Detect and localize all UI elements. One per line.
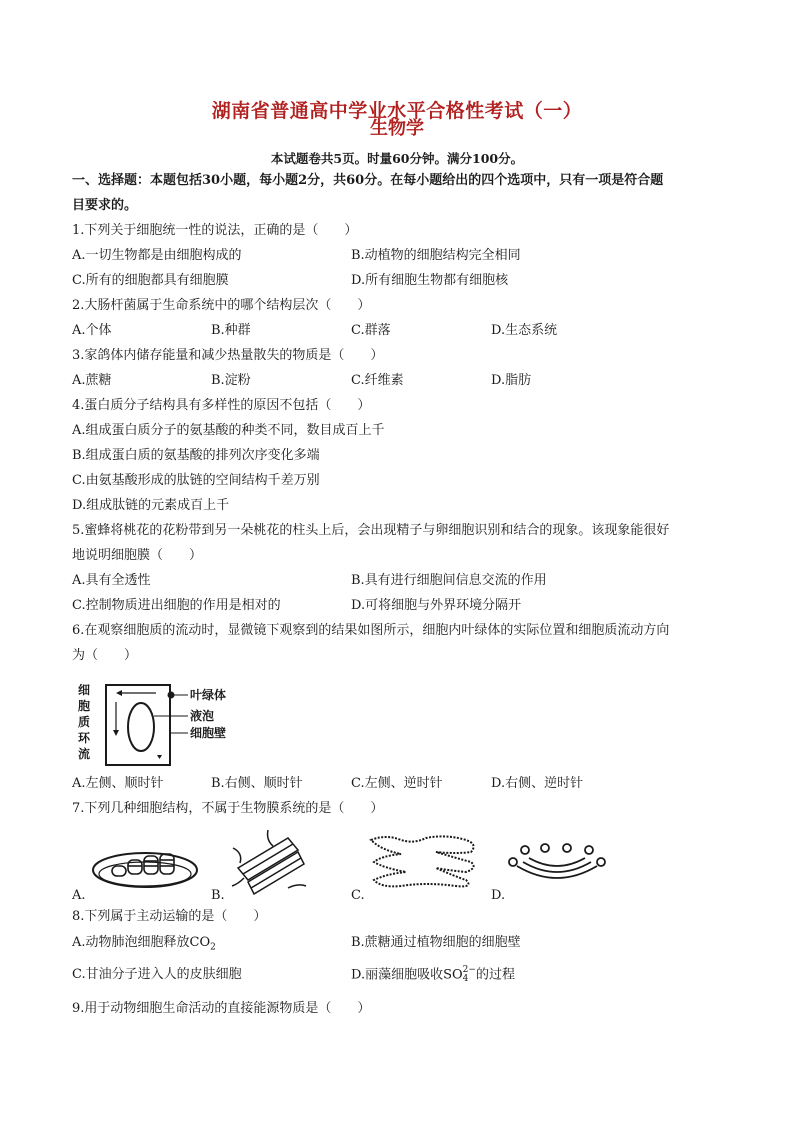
vesicle-3 — [541, 844, 549, 852]
q7-figure-c — [366, 832, 481, 892]
flow-arrowhead-left — [113, 730, 119, 736]
question-2-stem: 2.大肠杆菌属于生命系统中的哪个结构层次（ ） — [72, 298, 371, 313]
fig-label-vacuole: 液泡 — [190, 709, 215, 723]
q7-option-a: A. — [72, 888, 86, 903]
fiber-1 — [233, 848, 241, 863]
q3-option-b: B.淀粉 — [211, 373, 251, 388]
q3-option-d: D.脂肪 — [491, 373, 532, 388]
fig-label-chloroplast: 叶绿体 — [190, 688, 227, 702]
question-1-stem: 1.下列关于细胞统一性的说法，正确的是（ ） — [72, 223, 358, 238]
q8-option-a-subscript: 2 — [210, 942, 216, 953]
q1-option-d: D.所有细胞生物都有细胞核 — [351, 273, 509, 288]
question-7-stem: 7.下列几种细胞结构，不属于生物膜系统的是（ ） — [72, 801, 384, 816]
vesicle-2 — [521, 846, 529, 854]
q8-option-a — [72, 934, 216, 957]
q8-option-d-subscript: 4 — [462, 974, 469, 984]
q7-figure-b — [228, 828, 308, 898]
q2-option-a: A.个体 — [72, 323, 112, 338]
q4-option-d: D.组成肽链的元素成百上千 — [72, 498, 230, 513]
q5-option-a: A.具有全透性 — [72, 573, 151, 588]
q7-option-b: B. — [211, 888, 225, 903]
question-3-stem: 3.家鸽体内储存能量和减少热量散失的物质是（ ） — [72, 348, 384, 363]
q7-figure-d — [505, 840, 610, 890]
q6-option-c: C.左侧、逆时针 — [351, 776, 443, 791]
q4-option-c: C.由氨基酸形成的肽链的空间结构千差万别 — [72, 473, 320, 488]
chloroplast-observed-mark — [157, 755, 162, 759]
q1-option-b: B.动植物的细胞结构完全相同 — [351, 248, 521, 263]
vesicle-1 — [509, 858, 517, 866]
question-6-stem-line2: 为（ ） — [72, 648, 138, 663]
q4-option-b: B.组成蛋白质的氨基酸的排列次序变化多端 — [72, 448, 320, 463]
q8-option-d — [351, 966, 515, 985]
cisterna-2 — [523, 862, 591, 872]
q8-option-d-superscript: 2− — [462, 965, 476, 975]
q7-figure-c-svg — [366, 832, 481, 892]
section-heading-line1: 一、选择题：本题包括30小题，每小题2分，共60分。在每小题给出的四个选项中，只有一项是符合题 — [72, 173, 664, 188]
exam-note: 本试题卷共5页。时量60分钟。满分100分。 — [270, 151, 524, 166]
stack-3 — [144, 856, 158, 874]
q6-option-a: A.左侧、顺时针 — [72, 776, 164, 791]
fiber-4 — [232, 878, 244, 886]
subject-title: 生物学 — [370, 118, 424, 139]
fig-label-cell-wall: 细胞壁 — [190, 726, 227, 740]
q6-microscope-figure — [76, 680, 266, 770]
fiber-3 — [288, 885, 306, 888]
q1-option-c: C.所有的细胞都具有细胞膜 — [72, 273, 229, 288]
q2-option-c: C.群落 — [351, 323, 391, 338]
fig-side-char-5: 流 — [78, 747, 91, 761]
question-4-stem: 4.蛋白质分子结构具有多样性的原因不包括（ ） — [72, 398, 371, 413]
q7-option-d: D. — [491, 888, 506, 903]
stack-1 — [112, 866, 126, 876]
question-8-stem: 8.下列属于主动运输的是（ ） — [72, 909, 267, 924]
vesicle-6 — [597, 858, 605, 866]
q8-option-d-tail: 的过程 — [475, 967, 515, 983]
q1-option-a: A.一切生物都是由细胞构成的 — [72, 248, 242, 263]
q8-option-b: B.蔗糖通过植物细胞的细胞壁 — [351, 935, 521, 950]
cylinder-group — [232, 830, 306, 894]
fig-side-char-2: 胞 — [78, 699, 91, 713]
q5-option-b: B.具有进行细胞间信息交流的作用 — [351, 573, 547, 588]
question-5-stem-line1: 5.蜜蜂将桃花的花粉带到另一朵桃花的柱头上后，会出现精子与卵细胞识别和结合的现象。该现象能很好 — [72, 523, 670, 538]
q8-option-c: C.甘油分子进入人的皮肤细胞 — [72, 967, 242, 982]
section-heading-line2: 目要求的。 — [72, 198, 138, 213]
fig-side-char-1: 细 — [78, 683, 91, 697]
exam-title: 湖南省普通高中学业水平合格性考试（一） — [211, 100, 583, 122]
q8-option-a-text: A.动物肺泡细胞释放CO — [72, 935, 211, 950]
stack-group — [112, 854, 174, 876]
q7-figure-a-svg — [90, 832, 200, 892]
q7-option-c: C. — [351, 888, 365, 903]
q4-option-a: A.组成蛋白质分子的氨基酸的种类不同，数目成百上千 — [72, 423, 385, 438]
fig-side-char-4: 环 — [78, 731, 91, 745]
question-5-stem-line2: 地说明细胞膜（ ） — [72, 548, 203, 563]
fiber-2 — [268, 830, 273, 846]
q7-figure-d-svg — [505, 840, 610, 890]
chloroplast-dot — [168, 692, 175, 699]
q8-option-d-indices — [463, 966, 476, 984]
question-9-stem: 9.用于动物细胞生命活动的直接能源物质是（ ） — [72, 1001, 371, 1016]
q5-option-c: C.控制物质进出细胞的作用是相对的 — [72, 598, 281, 613]
q3-option-a: A.蔗糖 — [72, 373, 112, 388]
er-membrane — [371, 836, 474, 886]
q3-option-c: C.纤维素 — [351, 373, 404, 388]
question-6-stem-line1: 6.在观察细胞质的流动时，显微镜下观察到的结果如图所示，细胞内叶绿体的实际位置和细胞质流动方向 — [72, 623, 670, 638]
q8-option-d-text: D.丽藻细胞吸收SO — [351, 967, 463, 983]
vesicle-5 — [585, 846, 593, 854]
vesicle-4 — [563, 844, 571, 852]
fig-side-char-3: 质 — [78, 715, 91, 729]
q6-figure-svg — [76, 680, 266, 770]
q2-option-d: D.生态系统 — [491, 323, 558, 338]
flow-arrowhead-top — [116, 690, 122, 696]
q5-option-d: D.可将细胞与外界环境分隔开 — [351, 598, 522, 613]
q6-option-d: D.右侧、逆时针 — [491, 776, 584, 791]
q7-figure-a — [90, 832, 200, 892]
vacuole-shape — [128, 703, 154, 751]
q6-option-b: B.右侧、顺时针 — [211, 776, 303, 791]
q2-option-b: B.种群 — [211, 323, 251, 338]
cisterna-3 — [529, 858, 585, 866]
golgi-group — [509, 844, 605, 878]
q7-figure-b-svg — [228, 828, 308, 898]
